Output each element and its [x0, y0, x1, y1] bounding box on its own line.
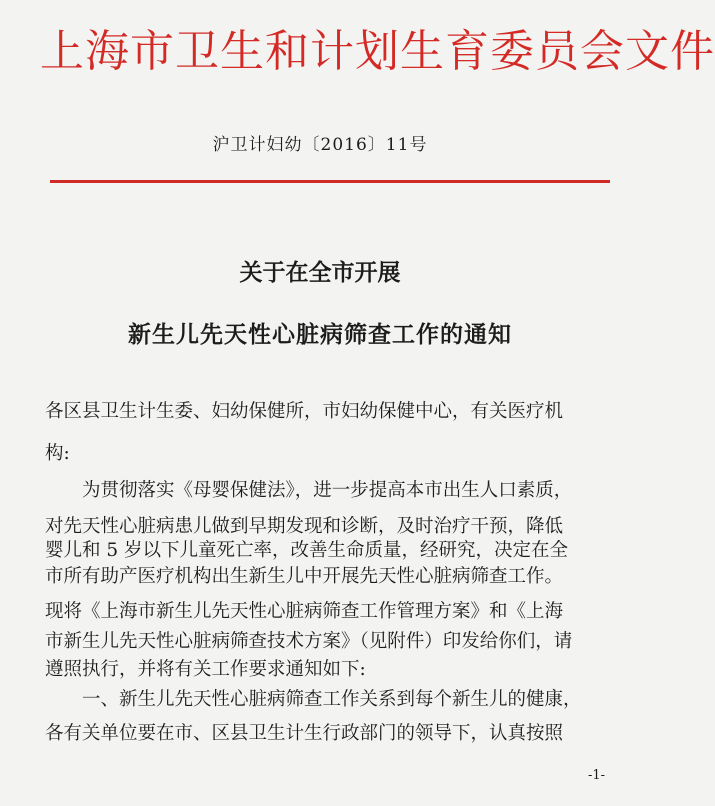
body-line: 构:	[45, 443, 70, 464]
notice-title-line-2: 新生儿先天性心脏病筛查工作的通知	[128, 321, 512, 348]
body-line: 对先天性心脏病患儿做到早期发现和诊断，及时治疗干预，降低	[45, 516, 564, 537]
notice-title-line-1: 关于在全市开展	[239, 259, 401, 286]
body-line: 市所有助产医疗机构出生新生儿中开展先天性心脏病筛查工作。	[45, 566, 564, 587]
body-line: 为贯彻落实《母婴保健法》，进一步提高本市出生人口素质，	[82, 480, 573, 501]
red-divider-rule	[50, 180, 610, 183]
body-line: 一、新生儿先天性心脏病筛查工作关系到每个新生儿的健康，	[82, 689, 582, 710]
body-line: 婴儿和 5 岁以下儿童死亡率，改善生命质量，经研究，决定在全	[45, 540, 569, 561]
body-line: 市新生儿先天性心脏病筛查技术方案》（见附件）印发给你们，请	[45, 631, 573, 652]
body-line: 各有关单位要在市、区县卫生计生行政部门的领导下，认真按照	[45, 723, 564, 744]
body-line: 各区县卫生计生委、妇幼保健所，市妇幼保健中心，有关医疗机	[45, 401, 564, 422]
body-line: 遵照执行，并将有关工作要求通知如下:	[45, 659, 366, 680]
body-line: 现将《上海市新生儿先天性心脏病筛查工作管理方案》和《上海	[45, 601, 564, 622]
page-number: -1-	[588, 768, 606, 783]
document-number: 沪卫计妇幼〔2016〕11号	[212, 135, 428, 155]
document-masthead: 上海市卫生和计划生育委员会文件	[40, 26, 715, 77]
